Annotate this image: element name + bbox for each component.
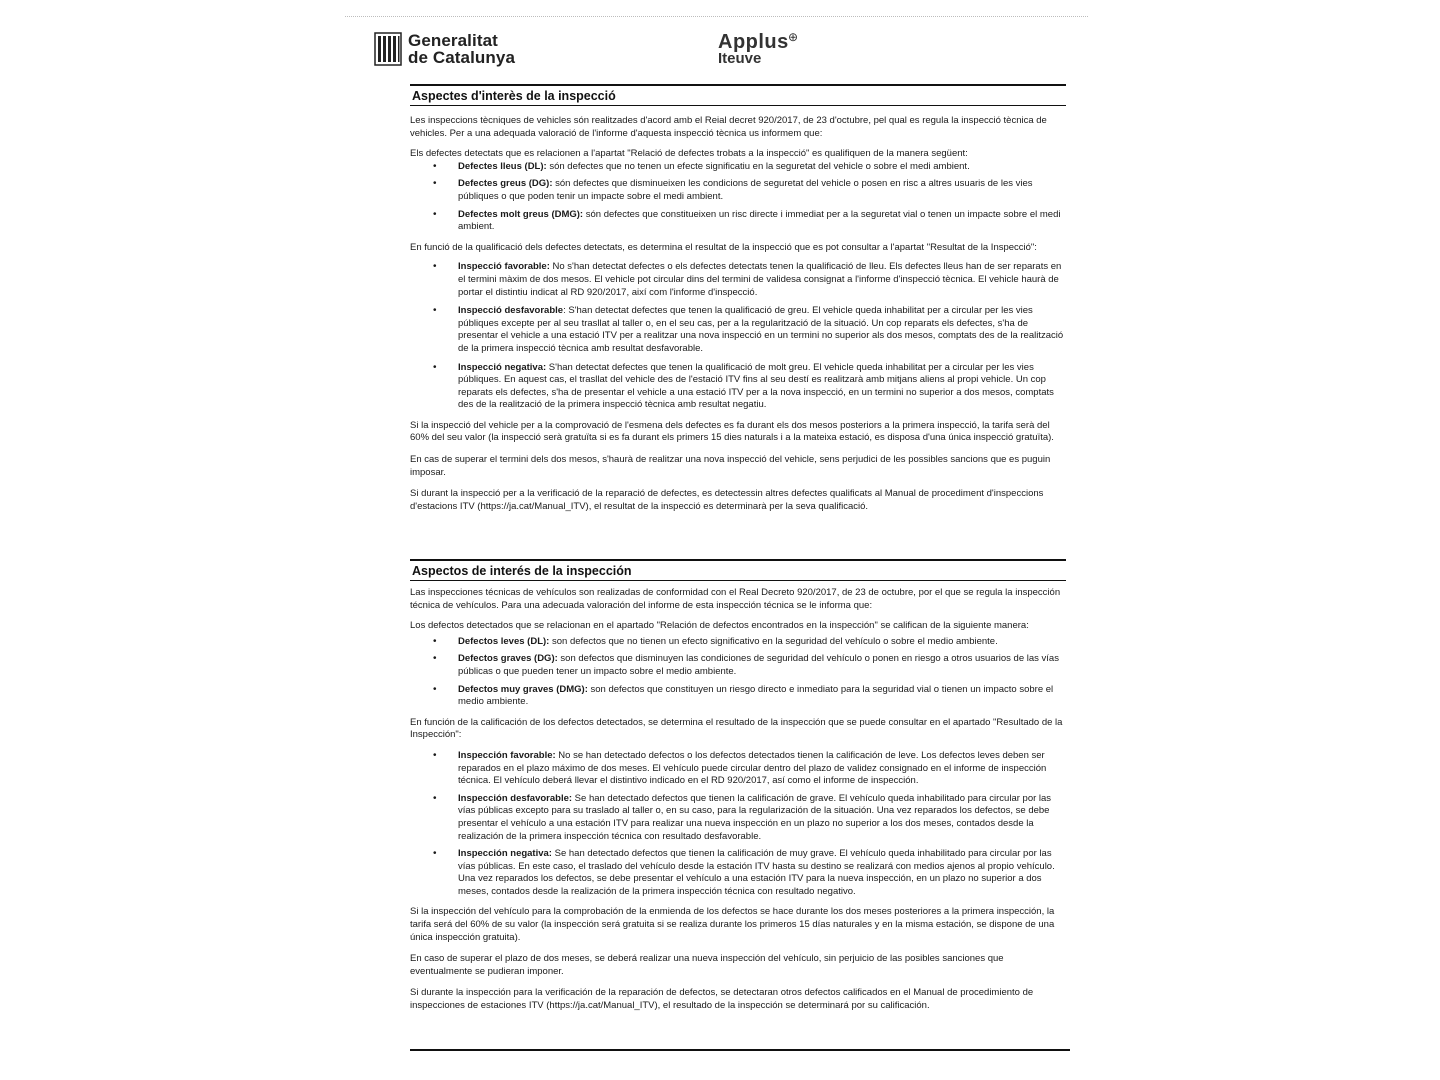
list-item: • Inspección negativa: Se han detectado defectos que tienen la calificación de muy grave. El vehículo queda inhabilitado para circular por las vías públicas. En este caso, el traslado del vehículo desde la estación ITV hasta su destino se realizará con medios ajenos al propio vehículo. Una vez reparados los defectos, se debe presentar el vehículo a una estación ITV para la nueva inspección, en un plazo no superior a dos meses, contados desde la realización de la primera inspección técnica con resultado negativo. bbox=[410, 848, 1066, 898]
defects-list bbox=[410, 636, 1066, 709]
scan-top-edge bbox=[345, 16, 1088, 17]
list-item: • Defectes molt greus (DMG): són defectes que constitueixen un risc directe i immediat per a la seguretat vial o tenen un impacte sobre el medi ambient. bbox=[410, 209, 1066, 234]
list-item: • Inspecció favorable: No s'han detectat defectes o els defectes detectats tenen la qualificació de lleu. Els defectes lleus han de ser reparats en el termini màxim de dos mesos. El vehicle pot circular dins del termini de validesa consignat a l'informe d'inspecció tècnica. El vehicle haurà de portar el distintiu indicat al RD 920/2017, així com l'informe d'inspecció. bbox=[410, 261, 1066, 299]
results-intro: En funció de la qualificació dels defectes detectats, es determina el resultat de la inspecció que es pot consultar a l'apartat "Resultat de la Inspecció": bbox=[410, 241, 1037, 253]
list-item: • Inspecció desfavorable: S'han detectat defectes que tenen la qualificació de greu. El vehicle queda inhabilitat per a circular per les vies públiques excepte per al seu trasllat al taller o, en el seu cas, per a la regularització de la situació. Un cop reparats els defectes, s'ha de presentar el vehicle a una estació ITV per a realitzar una nova inspecció en un termini no superior als dos mesos, comptats des de la realització de la primera inspecció tècnica amb resultat desfavorable. bbox=[410, 305, 1066, 355]
defects-intro: Los defectos detectados que se relacionan en el apartado "Relación de defectos encontrados en la inspección" se califican de la siguiente manera: bbox=[410, 620, 1029, 632]
generalitat-line2: de Catalunya bbox=[408, 48, 516, 67]
manual-paragraph: Si durant la inspecció per a la verificació de la reparació de defectes, es detectessin altres defectes qualificats al Manual de procediment d'inspeccions d'estacions ITV (https://ja.cat/Manual_ITV), el resultat de la inspecció es determinarà per la seva qualificació. bbox=[410, 488, 1044, 512]
applus-name: Applus bbox=[718, 31, 789, 53]
section-title: Aspectos de interés de la inspección bbox=[410, 561, 1066, 581]
defects-list bbox=[410, 161, 1066, 234]
generalitat-emblem-icon bbox=[374, 32, 402, 66]
manual-paragraph: Si durante la inspección para la verificación de la reparación de defectos, se detectaran otros defectos calificados en el Manual de procedimiento de inspecciones de estaciones ITV (https://ja.cat/Manual_ITV), el resultado de la inspección se determinará por su calificación. bbox=[410, 987, 1034, 1012]
list-item: • Inspecció negativa: S'han detectat defectes que tenen la qualificació de molt greu. El vehicle queda inhabilitat per a circular per les vies públiques. En aquest cas, el trasllat del vehicle des de l'estació ITV fins al seu destí es realitzarà amb mitjans aliens al propi vehicle. Un cop reparats els defectes, s'ha de presentar el vehicle a una estació ITV per a la nova inspecció, en un termini no superior a dos mesos, comptats des de la realització de la primera inspecció tècnica amb resultat negatiu. bbox=[410, 362, 1066, 412]
list-item: • Defectes lleus (DL): són defectes que no tenen un efecte significatiu en la seguretat del vehicle o sobre el medi ambient. bbox=[410, 161, 1066, 174]
list-item: • Defectos muy graves (DMG): son defectos que constituyen un riesgo directo e inmediato para la seguridad vial o tienen un impacto sobre el medio ambiente. bbox=[410, 684, 1066, 709]
section-title: Aspectes d'interès de la inspecció bbox=[410, 86, 1066, 106]
intro-paragraph: Les inspeccions tècniques de vehicles són realitzades d'acord amb el Reial decret 920/2017, de 23 d'octubre, pel qual es regula la inspecció tècnica de vehicles. Per a una adequada valoració de l'informe d'aquesta inspecció tècnica us informem que: bbox=[410, 115, 1047, 139]
results-list bbox=[410, 261, 1066, 412]
defects-intro: Els defectes detectats que es relacionen a l'apartat "Relació de defectes trobats a la inspecció" es qualifiquen de la manera següent: bbox=[410, 148, 968, 160]
generalitat-line1: Generalitat bbox=[408, 31, 498, 50]
bottom-rule bbox=[410, 1049, 1070, 1051]
fee-paragraph: Si la inspecció del vehicle per a la comprovació de l'esmena dels defectes es fa durant els dos mesos posteriors a la primera inspecció, la tarifa serà del 60% del seu valor (la inspecció serà gratuïta si es fa durant els primers 15 dies naturals i a la mateixa estació, es disposa d'una única inspecció gratuïta). bbox=[410, 419, 1054, 444]
list-item: • Defectos graves (DG): son defectos que disminuyen las condiciones de seguridad del vehículo o ponen en riesgo a otros usuarios de las vías públicas o que pueden tener un impacto sobre el medio ambiente. bbox=[410, 653, 1066, 678]
term-paragraph: En cas de superar el termini dels dos mesos, s'haurà de realitzar una nova inspecció del vehicle, sens perjudici de les possibles sancions que es puguin imposar. bbox=[410, 454, 1051, 478]
fee-paragraph: Si la inspección del vehículo para la comprobación de la enmienda de los defectos se hace durante los dos meses posteriores a la primera inspección, la tarifa será del 60% de su valor (la inspección será gratuita si se realiza durante los primeros 15 días naturales y en la misma estación, se dispone de una única inspección gratuita). bbox=[410, 906, 1055, 943]
applus-subtitle: Iteuve bbox=[718, 50, 762, 67]
intro-paragraph: Las inspecciones técnicas de vehículos son realizadas de conformidad con el Real Decreto 920/2017, de 23 de octubre, por el que se regula la inspección técnica de vehículos. Para una adecuada valoración del informe de esta inspección técnica se le informa que: bbox=[410, 587, 1061, 611]
generalitat-logo bbox=[374, 32, 515, 66]
term-paragraph: En caso de superar el plazo de dos meses, se deberá realizar una nueva inspección del vehículo, sin perjuicio de las posibles sanciones que eventualmente se pudieran imponer. bbox=[410, 953, 1004, 977]
list-item: • Defectos leves (DL): son defectos que no tienen un efecto significativo en la seguridad del vehículo o sobre el medio ambiente. bbox=[410, 636, 1066, 649]
section-spanish bbox=[410, 559, 1066, 1013]
results-list bbox=[410, 750, 1066, 899]
applus-logo bbox=[718, 30, 799, 67]
section-catalan bbox=[410, 84, 1066, 513]
results-intro: En función de la calificación de los defectos detectados, se determina el resultado de la inspección que se puede consultar en el apartado "Resultado de la Inspección": bbox=[410, 716, 1063, 741]
list-item: • Inspección desfavorable: Se han detectado defectos que tienen la calificación de grave. El vehículo queda inhabilitado para circular por las vías públicas excepto para su traslado al taller o, en su caso, para la regularización de la situación. Una vez reparados los defectos, se debe presentar el vehículo a una estación ITV para realizar una nueva inspección en un plazo no superior a los dos meses, contados desde la realización de la primera inspección técnica con resultado desfavorable. bbox=[410, 793, 1066, 843]
applus-mark-icon: ⊕ bbox=[788, 30, 799, 44]
list-item: • Defectes greus (DG): són defectes que disminueixen les condicions de seguretat del vehicle o posen en risc a altres usuaris de les vies públiques o que poden tenir un impacte sobre el medi ambient. bbox=[410, 178, 1066, 203]
list-item: • Inspección favorable: No se han detectado defectos o los defectos detectados tienen la calificación de leve. Los defectos leves deben ser reparados en el plazo máximo de dos meses. El vehículo puede circular dentro del plazo de validez consignado en el informe de inspección técnica. El vehículo deberá llevar el distintivo indicado en el RD 920/2017, así como el informe de inspección. bbox=[410, 750, 1066, 788]
